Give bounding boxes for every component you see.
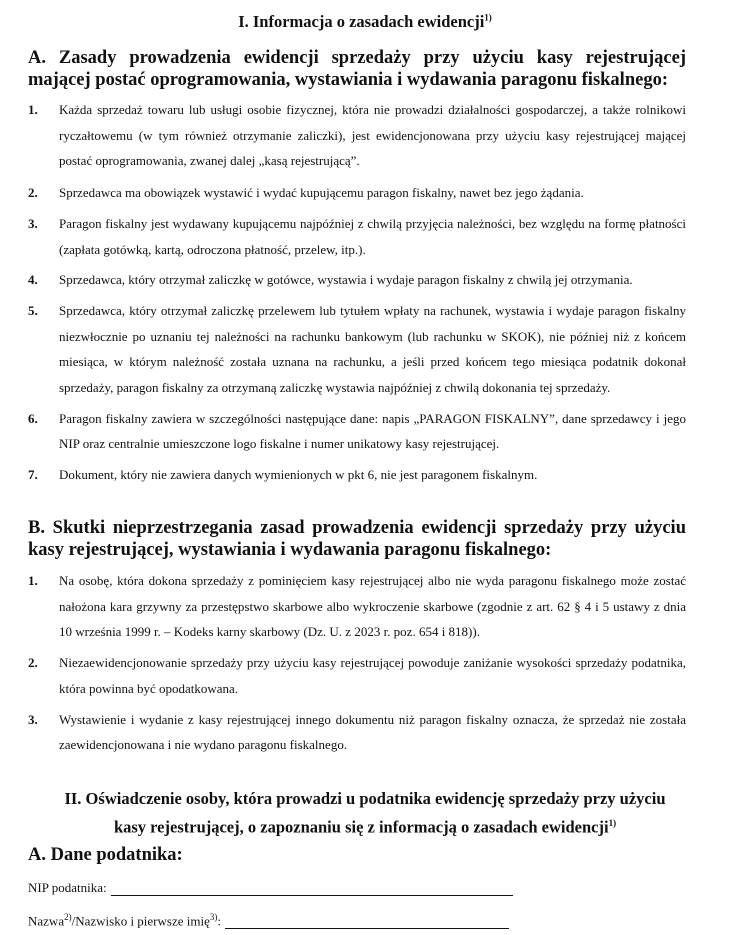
section-2-title-line-1: II. Oświadczenie osoby, która prowadzi u podatnika ewidencję sprzedaży przy użyciu: [64, 789, 666, 808]
name-label-part: /Nazwisko i pierwsze imię: [71, 913, 210, 929]
nip-field-row: [28, 880, 513, 896]
list-item: [28, 406, 686, 457]
list-item-number: 1.: [28, 573, 38, 588]
list-item-text: Niezaewidencjonowanie sprzedaży przy użyciu kasy rejestrującej powoduje zaniżanie wysokości sprzedaży podatnika, która powinna być opodatkowana.: [59, 655, 686, 696]
nip-input-line[interactable]: [111, 881, 513, 896]
list-item-number: 6.: [28, 410, 38, 426]
part-a-heading-line-1: A. Zasady prowadzenia ewidencji sprzedaży przy użyciu kasy rejestrującej: [28, 48, 686, 68]
list-item-number: 7.: [28, 467, 38, 483]
part-a-list: [28, 97, 686, 488]
list-item: [28, 97, 686, 174]
footnote-ref: 1): [608, 818, 617, 828]
section-1-title: [0, 12, 730, 32]
list-item-number: 3.: [28, 215, 38, 231]
list-item-number: 5.: [28, 302, 38, 318]
list-item-text: Wystawienie i wydanie z kasy rejestrującej innego dokumentu niż paragon fiskalny oznacza, że sprzedaż nie została zaewidencjonowana i nie wydano paragonu fiskalnego.: [59, 711, 686, 753]
list-item: [28, 211, 686, 262]
list-item: [28, 267, 686, 293]
list-item: [28, 650, 686, 701]
list-item-number: 2.: [28, 185, 38, 201]
name-field-row: [28, 912, 509, 929]
section-2-title: [30, 787, 700, 840]
list-item: [28, 180, 686, 206]
section-2-title-line-2: kasy rejestrującej, o zapoznaniu się z informacją o zasadach ewidencji: [113, 817, 609, 837]
list-item-number: 3.: [28, 711, 38, 727]
list-item: [28, 707, 686, 758]
footnote-ref: 1): [484, 12, 492, 23]
list-item-text: Sprzedawca ma obowiązek wystawić i wydać kupującemu paragon fiskalny, nawet bez jego żądania.: [59, 185, 584, 201]
list-item: [28, 298, 686, 401]
list-item-text: Paragon fiskalny zawiera w szczególności następujące dane: napis „PARAGON FISKALNY”, dane sprzedawcy i jego NIP oraz centralnie umieszczone logo fiskalne i numer unikatowy kasy rejestrującej.: [59, 410, 686, 452]
footnote-ref: 2): [64, 912, 72, 922]
part-b-list: [28, 568, 686, 758]
name-label: [28, 912, 221, 929]
list-item-text: Sprzedawca, który otrzymał zaliczkę w gotówce, wystawia i wydaje paragon fiskalny z chwilą jej otrzymania.: [59, 272, 633, 288]
list-item-number: 1.: [28, 102, 38, 117]
nip-label: NIP podatnika:: [28, 880, 107, 895]
name-input-line[interactable]: [225, 914, 509, 929]
part-a-heading-line-2: mającej postać oprogramowania, wystawiania i wydawania paragonu fiskalnego:: [28, 70, 668, 90]
part-b-heading-line-1: B. Skutki nieprzestrzegania zasad prowadzenia ewidencji sprzedaży przy użyciu: [28, 518, 686, 538]
footnote-ref: 3): [209, 912, 218, 922]
list-item-text: Dokument, który nie zawiera danych wymienionych w pkt 6, nie jest paragonem fiskalnym.: [59, 467, 538, 483]
name-label-part: :: [217, 913, 221, 929]
part-a-heading: [28, 47, 686, 91]
list-item-text: Na osobę, która dokona sprzedaży z pominięciem kasy rejestrującej albo nie wyda paragonu fiskalnego może zostać nałożona kara grzywny za przestępstwo skarbowe albo wykroczenie skarbowe (zgodnie z art. 62 § 4 i 5 ustawy z dnia 10 września 1999 r. – Kodeks karny skarbowy (Dz. U. z 2023 r. poz. 654 i 818)).: [59, 573, 686, 640]
list-item-text: Paragon fiskalny jest wydawany kupującemu najpóźniej z chwilą przyjęcia należności, bez względu na formę płatności (zapłata gotówką, kartą, odroczona płatność, przelew, itp.).: [59, 215, 686, 257]
taxpayer-data-heading: A. Dane podatnika:: [28, 845, 183, 865]
list-item: [28, 568, 686, 645]
list-item: [28, 462, 686, 488]
section-1-title-text: I. Informacja o zasadach ewidencji: [238, 12, 485, 31]
list-item-number: 4.: [28, 272, 38, 288]
list-item-number: 2.: [28, 655, 38, 671]
part-b-heading: [28, 517, 686, 561]
list-item-text: Sprzedawca, który otrzymał zaliczkę przelewem lub tytułem wpłaty na rachunek, wystawia i wydaje paragon fiskalny niezwłocznie po uznaniu tej należności na rachunku bankowym (lub rachunku w SKOK), nie później niż z końcem miesiąca, w którym należność została uznana na rachunku, a jeśli przed końcem tego miesiąca podatnik dokonał sprzedaży, paragon fiskalny za otrzymaną zaliczkę wystawia najpóźniej z chwilą dokonania tej sprzedaży.: [59, 302, 686, 396]
name-label-part: Nazwa: [28, 913, 65, 929]
list-item-text: Każda sprzedaż towaru lub usługi osobie fizycznej, która nie prowadzi działalności gospodarczej, a także rolnikowi ryczałtowemu (w tym również otrzymanie zaliczki), jest ewidencjonowana przy użyciu kasy rejestrującej mającej postać oprogramowania, zwanej dalej „kasą rejestrującą”.: [59, 102, 686, 169]
part-b-heading-line-2: kasy rejestrującej, wystawiania i wydawania paragonu fiskalnego:: [28, 540, 552, 560]
